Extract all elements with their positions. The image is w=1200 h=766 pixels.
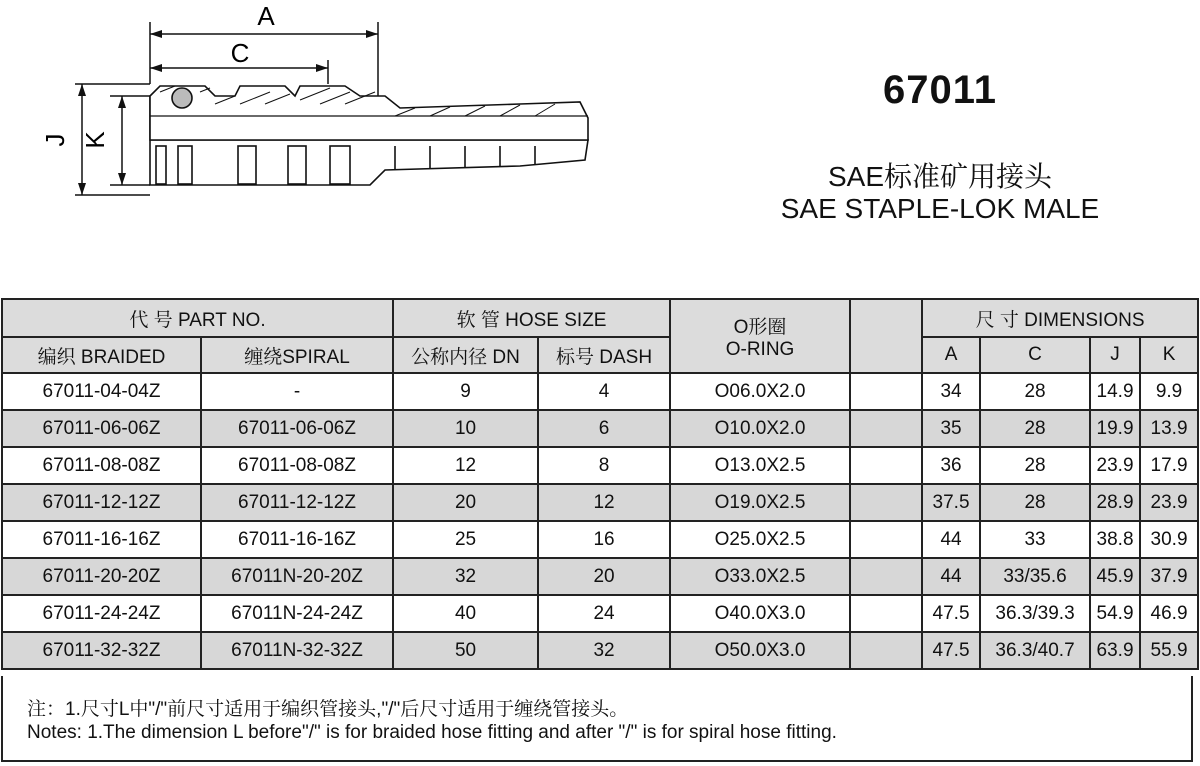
part-number-header: 代 号 PART NO. <box>2 299 393 337</box>
spiral-cell: - <box>201 373 393 410</box>
dimensions-header: 尺 寸 DIMENSIONS <box>922 299 1198 337</box>
dimension-k-label: K <box>80 131 110 149</box>
dash-cell: 6 <box>538 410 670 447</box>
table-row <box>2 484 1198 521</box>
dim-j-cell: 63.9 <box>1090 632 1140 669</box>
dim-k-cell: 37.9 <box>1140 558 1198 595</box>
dim-c-cell: 33/35.6 <box>980 558 1090 595</box>
o-ring-cell: O10.0X2.0 <box>670 410 850 447</box>
blank-cell <box>850 632 922 669</box>
notes-box <box>1 676 1193 762</box>
specification-table <box>1 298 1199 670</box>
dn-header: 公称内径 DN <box>393 337 538 373</box>
braided-header: 编织 BRAIDED <box>2 337 201 373</box>
blank-cell <box>850 521 922 558</box>
o-ring-cell: O50.0X3.0 <box>670 632 850 669</box>
dim-c-cell: 28 <box>980 373 1090 410</box>
dim-j-cell: 45.9 <box>1090 558 1140 595</box>
dim-k-cell: 23.9 <box>1140 484 1198 521</box>
dn-cell: 25 <box>393 521 538 558</box>
dn-cell: 20 <box>393 484 538 521</box>
table-row <box>2 447 1198 484</box>
dim-k-cell: 30.9 <box>1140 521 1198 558</box>
table-row <box>2 558 1198 595</box>
dim-a-cell: 37.5 <box>922 484 980 521</box>
blank-cell <box>850 447 922 484</box>
spiral-cell: 67011N-24-24Z <box>201 595 393 632</box>
dim-c-cell: 28 <box>980 410 1090 447</box>
fitting-drawing <box>40 0 640 290</box>
dn-cell: 32 <box>393 558 538 595</box>
spiral-cell: 67011N-32-32Z <box>201 632 393 669</box>
blank-cell <box>850 595 922 632</box>
product-number-title: 67011 <box>882 68 998 112</box>
hose-size-header: 软 管 HOSE SIZE <box>393 299 670 337</box>
dim-c-cell: 28 <box>980 484 1090 521</box>
dim-k-header: K <box>1140 337 1198 373</box>
dim-j-cell: 38.8 <box>1090 521 1140 558</box>
blank-cell <box>850 484 922 521</box>
table-row <box>2 521 1198 558</box>
dim-k-cell: 17.9 <box>1140 447 1198 484</box>
o-ring-cell: O40.0X3.0 <box>670 595 850 632</box>
dim-a-cell: 47.5 <box>922 595 980 632</box>
dn-cell: 12 <box>393 447 538 484</box>
blank-cell <box>850 558 922 595</box>
o-ring-cell: O19.0X2.5 <box>670 484 850 521</box>
note-chinese: 注：1.尺寸L中"/"前尺寸适用于编织管接头,"/"后尺寸适用于缠绕管接头。 <box>27 699 629 720</box>
dn-cell: 40 <box>393 595 538 632</box>
braided-cell: 67011-16-16Z <box>2 521 201 558</box>
dn-cell: 10 <box>393 410 538 447</box>
dim-c-cell: 36.3/39.3 <box>980 595 1090 632</box>
dim-a-header: A <box>922 337 980 373</box>
spiral-cell: 67011-12-12Z <box>201 484 393 521</box>
dim-j-cell: 23.9 <box>1090 447 1140 484</box>
blank-cell <box>850 373 922 410</box>
dash-cell: 24 <box>538 595 670 632</box>
spiral-cell: 67011-08-08Z <box>201 447 393 484</box>
spiral-cell: 67011N-20-20Z <box>201 558 393 595</box>
dash-cell: 16 <box>538 521 670 558</box>
spiral-header: 缠绕SPIRAL <box>201 337 393 373</box>
o-ring-cell: O06.0X2.0 <box>670 373 850 410</box>
dash-cell: 32 <box>538 632 670 669</box>
dimension-a-label: A <box>257 1 275 31</box>
dn-cell: 50 <box>393 632 538 669</box>
table-row <box>2 632 1198 669</box>
dim-a-cell: 47.5 <box>922 632 980 669</box>
dim-k-cell: 9.9 <box>1140 373 1198 410</box>
braided-cell: 67011-06-06Z <box>2 410 201 447</box>
braided-cell: 67011-04-04Z <box>2 373 201 410</box>
dim-k-cell: 55.9 <box>1140 632 1198 669</box>
dim-a-cell: 44 <box>922 558 980 595</box>
dim-a-cell: 44 <box>922 521 980 558</box>
o-ring-cell: O25.0X2.5 <box>670 521 850 558</box>
o-ring-header-cn: O形圈 <box>733 316 787 338</box>
dash-cell: 20 <box>538 558 670 595</box>
o-ring-cell: O13.0X2.5 <box>670 447 850 484</box>
braided-cell: 67011-24-24Z <box>2 595 201 632</box>
braided-cell: 67011-32-32Z <box>2 632 201 669</box>
dim-j-cell: 54.9 <box>1090 595 1140 632</box>
dash-header: 标号 DASH <box>538 337 670 373</box>
o-ring-header <box>670 299 850 373</box>
spiral-cell: 67011-06-06Z <box>201 410 393 447</box>
o-ring-cell: O33.0X2.5 <box>670 558 850 595</box>
dim-j-cell: 28.9 <box>1090 484 1140 521</box>
dim-k-cell: 46.9 <box>1140 595 1198 632</box>
dash-cell: 8 <box>538 447 670 484</box>
dim-j-cell: 14.9 <box>1090 373 1140 410</box>
product-name-chinese: SAE标准矿用接头 <box>827 161 1053 192</box>
blank-cell <box>850 410 922 447</box>
o-ring-header-en: O-RING <box>725 338 795 360</box>
table-row <box>2 410 1198 447</box>
braided-cell: 67011-12-12Z <box>2 484 201 521</box>
dim-c-cell: 36.3/40.7 <box>980 632 1090 669</box>
table-row <box>2 595 1198 632</box>
dash-cell: 12 <box>538 484 670 521</box>
spiral-cell: 67011-16-16Z <box>201 521 393 558</box>
dim-j-cell: 19.9 <box>1090 410 1140 447</box>
product-name-english: SAE STAPLE-LOK MALE <box>780 193 1100 224</box>
dim-k-cell: 13.9 <box>1140 410 1198 447</box>
dn-cell: 9 <box>393 373 538 410</box>
braided-cell: 67011-20-20Z <box>2 558 201 595</box>
blank-header <box>850 299 922 373</box>
table-row <box>2 373 1198 410</box>
braided-cell: 67011-08-08Z <box>2 447 201 484</box>
dim-c-header: C <box>980 337 1090 373</box>
dim-c-cell: 33 <box>980 521 1090 558</box>
note-english: Notes: 1.The dimension L before"/" is for braided hose fitting and after "/" is for spiral hose fitting. <box>27 722 837 743</box>
dim-a-cell: 36 <box>922 447 980 484</box>
dimension-j-label: J <box>40 133 70 147</box>
dim-a-cell: 35 <box>922 410 980 447</box>
dim-c-cell: 28 <box>980 447 1090 484</box>
dim-j-header: J <box>1090 337 1140 373</box>
dimension-c-label: C <box>230 38 250 68</box>
dash-cell: 4 <box>538 373 670 410</box>
dim-a-cell: 34 <box>922 373 980 410</box>
